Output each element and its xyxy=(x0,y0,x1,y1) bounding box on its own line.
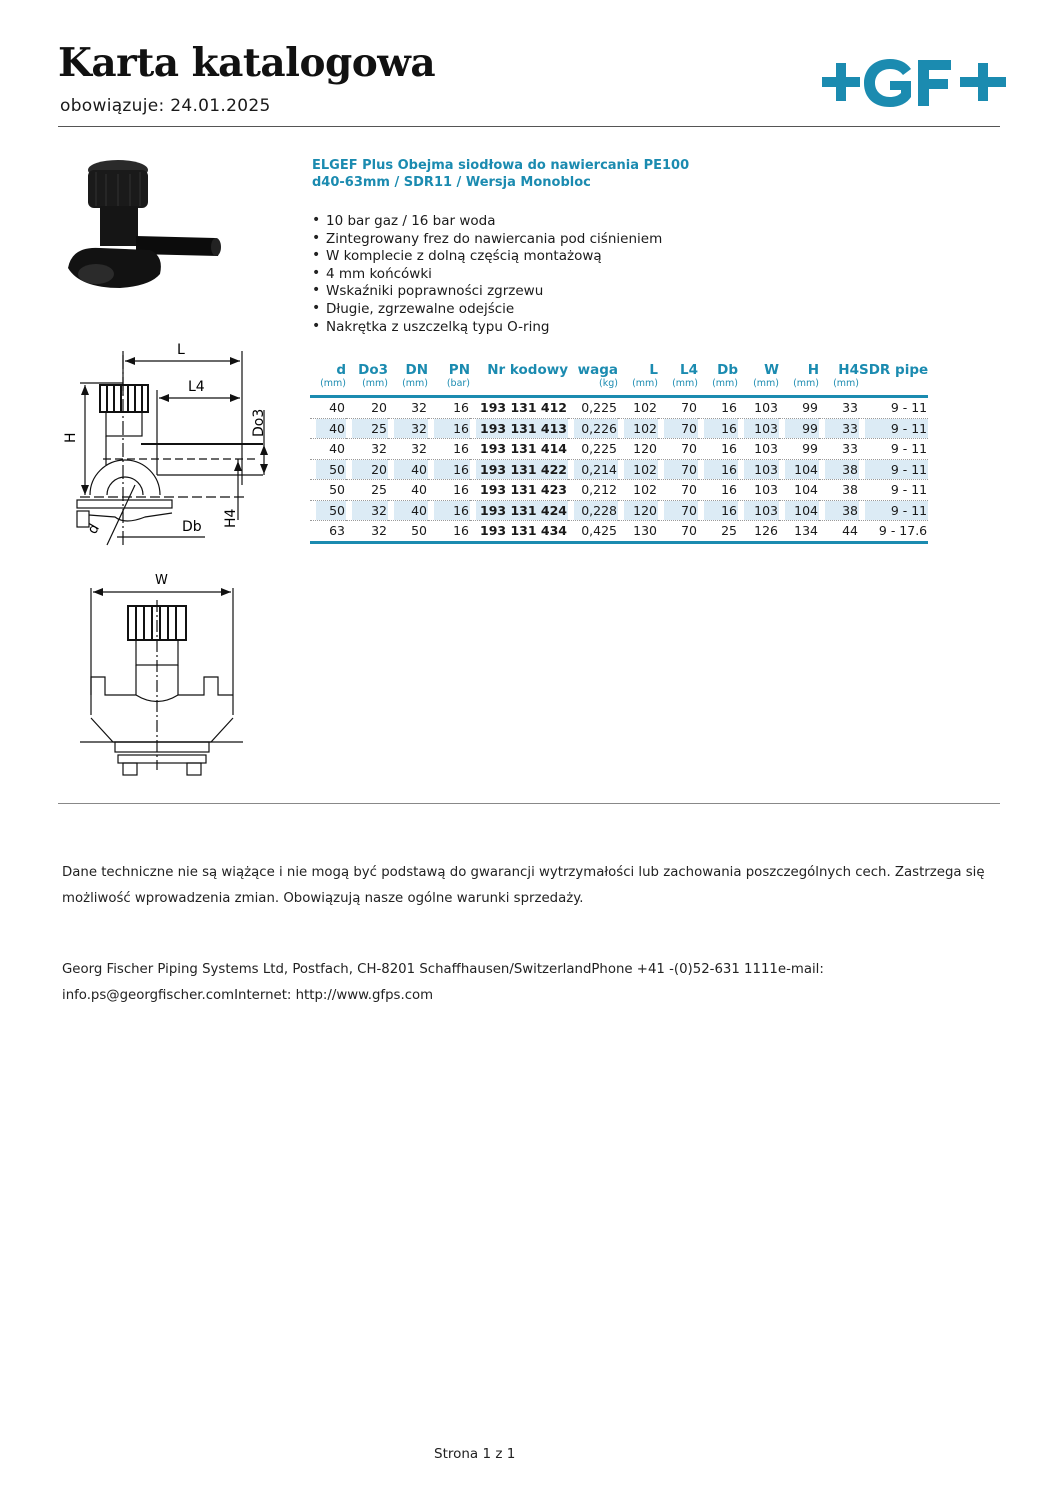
cell-value: 99 xyxy=(785,419,819,439)
table-cell xyxy=(428,439,470,460)
column-header: H xyxy=(807,362,819,378)
dim-label-l4: L4 xyxy=(188,379,205,395)
column-header: SDR pipe xyxy=(859,362,929,378)
product-code: 193 131 423 xyxy=(480,482,567,497)
cell-value: 40 xyxy=(394,501,428,521)
cell-value: 38 xyxy=(842,482,858,497)
table-cell xyxy=(568,419,618,440)
section-divider xyxy=(58,803,1000,804)
column-unit: (mm) xyxy=(346,378,388,398)
table-cell xyxy=(819,501,859,522)
side-view-drawing xyxy=(55,335,285,550)
column-header: waga xyxy=(577,362,618,378)
product-code: 193 131 422 xyxy=(476,460,568,480)
table-cell xyxy=(859,460,928,481)
table-cell xyxy=(618,460,658,481)
table-row xyxy=(310,439,928,460)
table-unit-row xyxy=(310,378,928,398)
table-cell xyxy=(310,521,346,544)
table-cell xyxy=(859,480,928,501)
cell-value: 16 xyxy=(434,460,470,480)
cell-value: 0,212 xyxy=(581,482,617,497)
table-cell xyxy=(470,398,568,419)
table-row xyxy=(310,398,928,419)
cell-value: 9 - 11 xyxy=(890,400,928,415)
table-cell xyxy=(310,439,346,460)
cell-value: 16 xyxy=(704,460,738,480)
cell-value: 104 xyxy=(785,460,819,480)
table-cell xyxy=(698,460,738,481)
table-cell xyxy=(819,419,859,440)
feature-item: • W komplecie z dolną częścią montażową xyxy=(312,248,662,266)
product-photo xyxy=(60,150,240,295)
cell-value: 32 xyxy=(394,419,428,439)
cell-value: 32 xyxy=(352,501,388,521)
table-cell xyxy=(346,480,388,501)
table-cell xyxy=(428,501,470,522)
cell-value: 0,226 xyxy=(574,419,618,439)
table-cell xyxy=(310,460,346,481)
table-cell xyxy=(698,439,738,460)
contact-info xyxy=(62,957,1002,1009)
feature-item: • 10 bar gaz / 16 bar woda xyxy=(312,213,662,231)
cell-value: 38 xyxy=(825,460,859,480)
table-cell xyxy=(388,501,428,522)
column-header: L4 xyxy=(680,362,698,378)
table-cell xyxy=(470,460,568,481)
column-unit: (mm) xyxy=(819,378,859,398)
cell-value: 50 xyxy=(316,501,346,521)
table-cell xyxy=(618,398,658,419)
cell-value: 33 xyxy=(842,441,858,456)
cell-value: 50 xyxy=(316,460,346,480)
cell-value: 16 xyxy=(721,482,737,497)
table-cell xyxy=(658,501,698,522)
product-code: 193 131 414 xyxy=(480,441,567,456)
product-title xyxy=(312,157,689,191)
table-cell xyxy=(779,419,819,440)
table-cell xyxy=(658,398,698,419)
cell-value: 25 xyxy=(371,482,387,497)
feature-item: • 4 mm końcówki xyxy=(312,266,662,284)
table-cell xyxy=(779,521,819,544)
table-cell xyxy=(428,398,470,419)
column-header: PN xyxy=(448,362,470,378)
dim-label-d: d xyxy=(84,521,103,537)
product-title-line2: d40-63mm / SDR11 / Wersja Monobloc xyxy=(312,175,591,190)
feature-list xyxy=(312,213,662,336)
table-cell xyxy=(568,521,618,544)
table-cell xyxy=(819,460,859,481)
column-unit: (bar) xyxy=(428,378,470,398)
cell-value: 0,214 xyxy=(574,460,618,480)
cell-value: 9 - 11 xyxy=(865,460,928,480)
table-row xyxy=(310,419,928,440)
cell-value: 16 xyxy=(704,501,738,521)
cell-value: 16 xyxy=(704,419,738,439)
table-cell xyxy=(738,480,779,501)
column-unit xyxy=(859,378,928,398)
cell-value: 0,225 xyxy=(581,400,617,415)
table-cell xyxy=(819,439,859,460)
table-cell xyxy=(819,521,859,544)
product-title-line1: ELGEF Plus Obejma siodłowa do nawiercania PE100 xyxy=(312,158,690,173)
cell-value: 40 xyxy=(394,460,428,480)
cell-value: 102 xyxy=(633,482,657,497)
cell-value: 0,228 xyxy=(574,501,618,521)
table-cell xyxy=(618,521,658,544)
table-cell xyxy=(738,398,779,419)
table-cell xyxy=(738,501,779,522)
table-cell xyxy=(859,439,928,460)
column-unit: (mm) xyxy=(738,378,779,398)
table-cell xyxy=(779,480,819,501)
cell-value: 70 xyxy=(664,501,698,521)
column-header: W xyxy=(764,362,779,378)
page-number: Strona 1 z 1 xyxy=(434,1446,516,1462)
gf-logo xyxy=(820,55,1008,111)
column-header: H4 xyxy=(838,362,859,378)
header-divider xyxy=(58,126,1000,127)
table-cell xyxy=(698,501,738,522)
table-cell xyxy=(738,521,779,544)
product-code: 193 131 412 xyxy=(480,400,567,415)
table-cell xyxy=(779,460,819,481)
cell-value: 0,425 xyxy=(581,523,617,538)
cell-value: 102 xyxy=(624,460,658,480)
table-cell xyxy=(346,419,388,440)
cell-value: 103 xyxy=(744,460,779,480)
cell-value: 103 xyxy=(744,501,779,521)
page-title: Karta katalogowa xyxy=(58,40,436,86)
table-cell xyxy=(388,398,428,419)
table-cell xyxy=(859,419,928,440)
cell-value: 25 xyxy=(352,419,388,439)
column-unit: (mm) xyxy=(779,378,819,398)
cell-value: 32 xyxy=(371,441,387,456)
table-cell xyxy=(346,460,388,481)
table-row xyxy=(310,480,928,501)
feature-item: • Zintegrowany frez do nawiercania pod ciśnieniem xyxy=(312,231,662,249)
cell-value: 50 xyxy=(329,482,345,497)
table-row xyxy=(310,521,928,544)
column-unit: (mm) xyxy=(388,378,428,398)
cell-value: 40 xyxy=(411,482,427,497)
table-cell xyxy=(346,398,388,419)
front-view-drawing xyxy=(75,570,250,780)
product-code: 193 131 413 xyxy=(476,419,568,439)
column-unit: (mm) xyxy=(618,378,658,398)
cell-value: 99 xyxy=(802,441,818,456)
cell-value: 32 xyxy=(371,523,387,538)
cell-value: 20 xyxy=(352,460,388,480)
table-cell xyxy=(618,439,658,460)
cell-value: 126 xyxy=(754,523,778,538)
table-cell xyxy=(698,521,738,544)
table-cell xyxy=(698,480,738,501)
cell-value: 70 xyxy=(681,482,697,497)
cell-value: 9 - 11 xyxy=(865,501,928,521)
cell-value: 99 xyxy=(802,400,818,415)
table-cell xyxy=(568,501,618,522)
table-cell xyxy=(859,501,928,522)
table-cell xyxy=(658,480,698,501)
cell-value: 33 xyxy=(825,419,859,439)
column-header: Do3 xyxy=(358,362,388,378)
column-header: Db xyxy=(717,362,738,378)
cell-value: 103 xyxy=(754,400,778,415)
cell-value: 9 - 11 xyxy=(890,482,928,497)
table-cell xyxy=(819,398,859,419)
table-cell xyxy=(470,439,568,460)
table-cell xyxy=(568,439,618,460)
table-cell xyxy=(388,419,428,440)
column-unit: (mm) xyxy=(310,378,346,398)
table-cell xyxy=(388,439,428,460)
table-cell xyxy=(428,480,470,501)
cell-value: 32 xyxy=(411,441,427,456)
table-cell xyxy=(658,460,698,481)
table-cell xyxy=(388,460,428,481)
cell-value: 70 xyxy=(681,523,697,538)
cell-value: 0,225 xyxy=(581,441,617,456)
table-cell xyxy=(470,521,568,544)
column-unit: (mm) xyxy=(698,378,738,398)
cell-value: 25 xyxy=(721,523,737,538)
disclaimer-text: Dane techniczne nie są wiążące i nie mogą być podstawą do gwarancji wytrzymałości lub zachowania poszczególnych cech. Zastrzega się możliwość wprowadzenia zmian. Obowiązują nasze ogólne warunki sprzedaży. xyxy=(62,865,985,906)
contact-line: Georg Fischer Piping Systems Ltd, Postfach, CH-8201 Schaffhausen/SwitzerlandPhone +41 -(0)52-631 1111e-mail: xyxy=(62,962,824,977)
cell-value: 16 xyxy=(453,400,469,415)
cell-value: 16 xyxy=(721,441,737,456)
cell-value: 16 xyxy=(721,400,737,415)
table-cell xyxy=(388,480,428,501)
table-cell xyxy=(658,439,698,460)
cell-value: 40 xyxy=(316,419,346,439)
dim-label-l: L xyxy=(177,342,185,358)
table-cell xyxy=(310,398,346,419)
table-cell xyxy=(470,480,568,501)
cell-value: 33 xyxy=(842,400,858,415)
table-cell xyxy=(819,480,859,501)
cell-value: 50 xyxy=(411,523,427,538)
table-cell xyxy=(859,398,928,419)
cell-value: 103 xyxy=(754,441,778,456)
cell-value: 16 xyxy=(453,482,469,497)
cell-value: 16 xyxy=(453,441,469,456)
cell-value: 16 xyxy=(434,419,470,439)
contact-line: info.ps@georgfischer.comInternet: http://www.gfps.com xyxy=(62,988,434,1003)
table-cell xyxy=(310,419,346,440)
table-cell xyxy=(346,501,388,522)
product-code: 193 131 434 xyxy=(480,523,567,538)
cell-value: 103 xyxy=(754,482,778,497)
table-cell xyxy=(568,480,618,501)
specification-table xyxy=(310,360,928,544)
column-unit: (kg) xyxy=(568,378,618,398)
cell-value: 134 xyxy=(794,523,818,538)
table-cell xyxy=(658,419,698,440)
table-header-row xyxy=(310,360,928,378)
table-cell xyxy=(310,501,346,522)
table-cell xyxy=(470,501,568,522)
column-header: Nr kodowy xyxy=(487,362,568,378)
table-row xyxy=(310,460,928,481)
cell-value: 70 xyxy=(664,419,698,439)
cell-value: 102 xyxy=(633,400,657,415)
cell-value: 120 xyxy=(633,441,657,456)
table-cell xyxy=(779,398,819,419)
table-row xyxy=(310,501,928,522)
feature-item: • Długie, zgrzewalne odejście xyxy=(312,301,662,319)
column-header: L xyxy=(649,362,658,378)
cell-value: 70 xyxy=(681,400,697,415)
table-cell xyxy=(428,460,470,481)
product-code: 193 131 424 xyxy=(476,501,568,521)
table-cell xyxy=(698,398,738,419)
table-cell xyxy=(618,501,658,522)
cell-value: 104 xyxy=(794,482,818,497)
table-cell xyxy=(388,521,428,544)
table-cell xyxy=(738,419,779,440)
cell-value: 70 xyxy=(664,460,698,480)
cell-value: 9 - 11 xyxy=(890,441,928,456)
table-cell xyxy=(346,439,388,460)
cell-value: 16 xyxy=(434,501,470,521)
feature-item: • Nakrętka z uszczelką typu O-ring xyxy=(312,319,662,337)
table-cell xyxy=(779,501,819,522)
table-cell xyxy=(618,419,658,440)
dim-label-h4: H4 xyxy=(223,508,239,528)
column-unit: (mm) xyxy=(658,378,698,398)
cell-value: 130 xyxy=(633,523,657,538)
cell-value: 70 xyxy=(681,441,697,456)
table-cell xyxy=(310,480,346,501)
table-cell xyxy=(568,398,618,419)
table-cell xyxy=(859,521,928,544)
table-cell xyxy=(428,419,470,440)
table-cell xyxy=(779,439,819,460)
table-cell xyxy=(698,419,738,440)
column-header: DN xyxy=(405,362,428,378)
table-cell xyxy=(618,480,658,501)
column-unit xyxy=(470,378,568,398)
feature-item: • Wskaźniki poprawności zgrzewu xyxy=(312,283,662,301)
column-header: d xyxy=(336,362,346,378)
table-cell xyxy=(568,460,618,481)
cell-value: 40 xyxy=(329,400,345,415)
cell-value: 44 xyxy=(842,523,858,538)
table-cell xyxy=(738,439,779,460)
cell-value: 102 xyxy=(624,419,658,439)
table-cell xyxy=(470,419,568,440)
cell-value: 104 xyxy=(785,501,819,521)
table-cell xyxy=(428,521,470,544)
table-cell xyxy=(738,460,779,481)
cell-value: 20 xyxy=(371,400,387,415)
cell-value: 16 xyxy=(453,523,469,538)
cell-value: 9 - 17.6 xyxy=(878,523,928,538)
cell-value: 40 xyxy=(329,441,345,456)
cell-value: 63 xyxy=(329,523,345,538)
cell-value: 120 xyxy=(624,501,658,521)
dim-label-w: W xyxy=(155,573,168,588)
dim-label-db: Db xyxy=(182,519,202,535)
table-cell xyxy=(658,521,698,544)
valid-date: obowiązuje: 24.01.2025 xyxy=(60,96,271,116)
dim-label-h: H xyxy=(63,432,79,443)
table-cell xyxy=(346,521,388,544)
cell-value: 38 xyxy=(825,501,859,521)
cell-value: 9 - 11 xyxy=(865,419,928,439)
dim-label-do3: Do3 xyxy=(251,408,267,437)
cell-value: 32 xyxy=(411,400,427,415)
cell-value: 103 xyxy=(744,419,779,439)
